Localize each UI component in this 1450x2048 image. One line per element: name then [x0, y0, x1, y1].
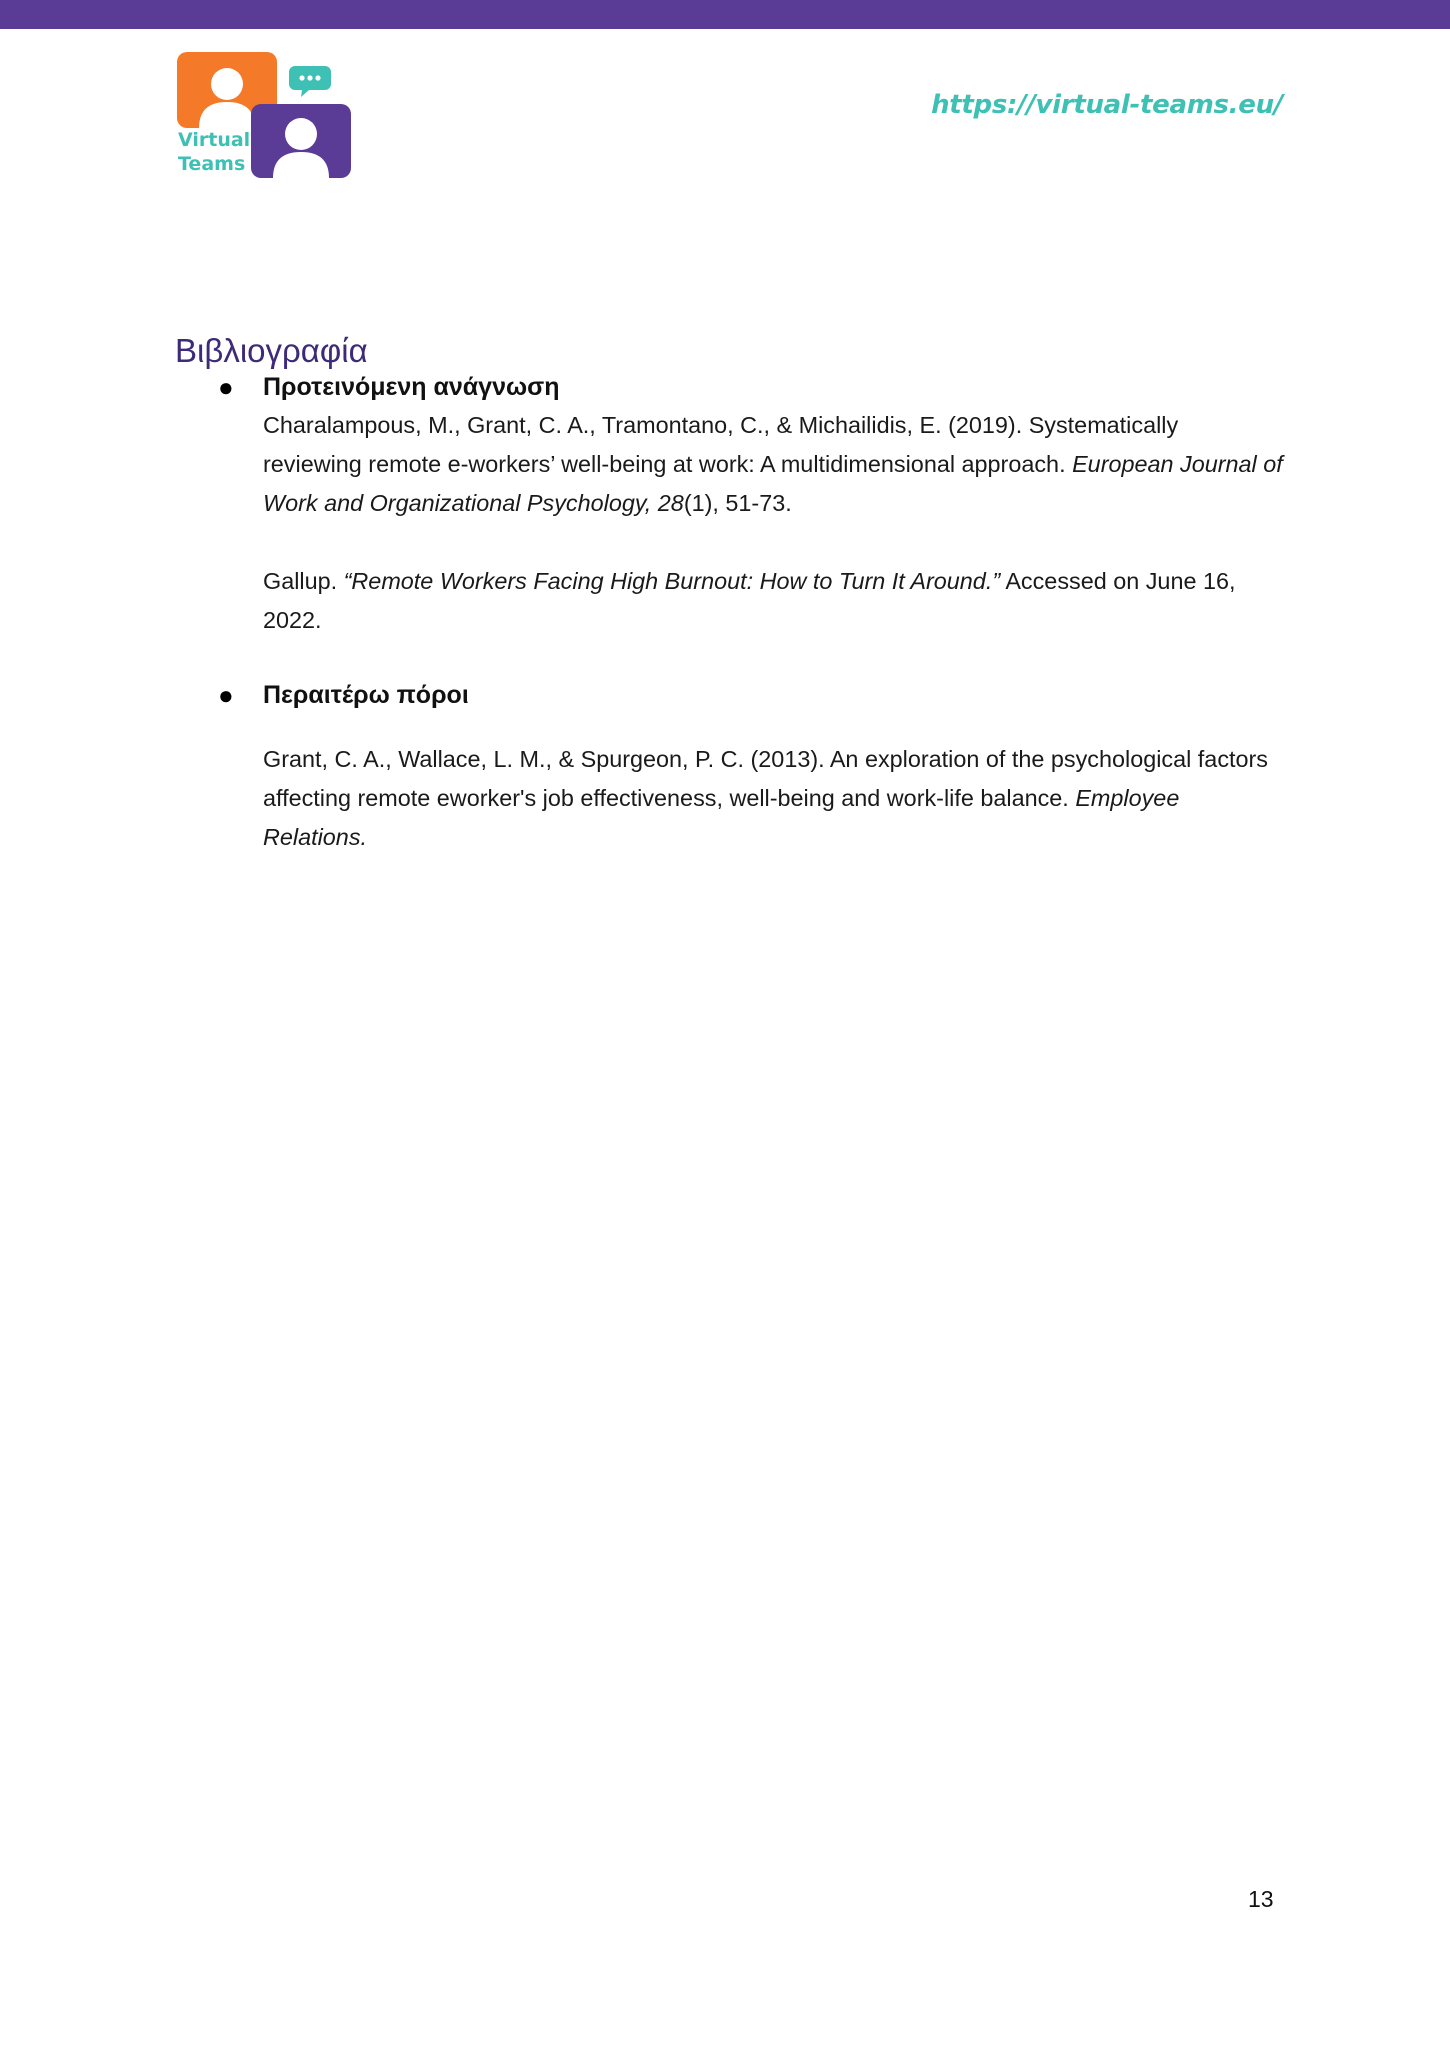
person-icon: [285, 118, 317, 150]
reference-italic-text: European Journal of Work and Organizational Psychology, 28: [263, 451, 1283, 516]
virtual-teams-logo: [175, 52, 355, 182]
section-title: Βιβλιογραφία: [175, 332, 368, 369]
chat-bubble-icon: [289, 66, 331, 97]
reference-entry: [263, 406, 1283, 523]
reference-italic-text: Employee Relations.: [263, 785, 1180, 850]
reference-entry: [263, 740, 1283, 857]
reference-text: Grant, C. A., Wallace, L. M., & Spurgeon, P. C. (2013). An exploration of the psychological factors affecting remote eworker's job effectiveness, well-being and work-life balance.: [263, 746, 1269, 811]
group-heading: Περαιτέρω πόροι: [263, 681, 469, 709]
group-heading: Προτεινόμενη ανάγνωση: [263, 373, 560, 401]
site-url: https://virtual-teams.eu/: [931, 90, 1283, 120]
person-icon: [211, 68, 243, 100]
reference-entry: [263, 562, 1283, 640]
page-number: 13: [1248, 1886, 1274, 1912]
reference-text: Charalampous, M., Grant, C. A., Tramontano, C., & Michailidis, E. (2019). Systematically reviewing remote e-workers’ well-being at work: A multidimensional approach.: [263, 412, 1179, 477]
bullet-icon: ●: [218, 680, 234, 710]
logo-text-virtual: Virtual: [178, 129, 251, 151]
logo-text-teams: Teams: [178, 153, 246, 175]
reference-text: Gallup.: [263, 568, 344, 594]
reference-text: Accessed on June 16, 2022.: [263, 568, 1236, 633]
reference-text: (1), 51-73.: [683, 490, 792, 516]
bullet-icon: ●: [218, 372, 234, 402]
reference-italic-text: “Remote Workers Facing High Burnout: How to Turn It Around.”: [343, 568, 1001, 594]
header-bar: [0, 0, 1450, 29]
